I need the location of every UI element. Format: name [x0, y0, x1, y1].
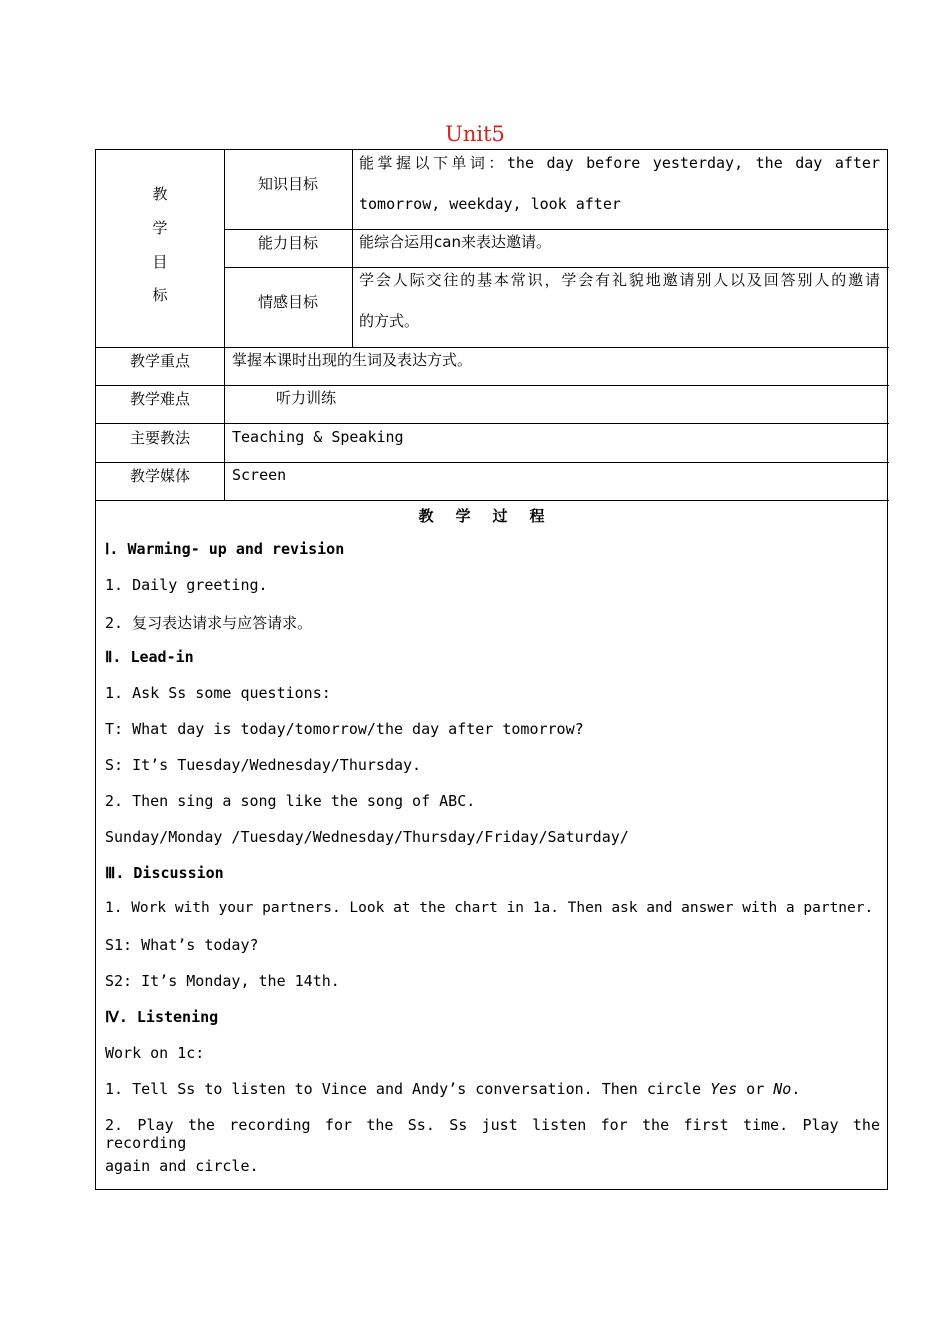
process-line: S1: What’s today?	[105, 936, 259, 954]
process-line: Sunday/Monday /Tuesday/Wednesday/Thursday/Friday/Saturday/	[105, 828, 629, 846]
info-label: 教学媒体	[129, 467, 190, 485]
objective-label-emotion: 情感目标	[257, 293, 318, 311]
info-label: 教学难点	[129, 390, 190, 408]
process-section-heading: Ⅱ. Lead-in	[105, 648, 194, 666]
divider	[96, 423, 889, 424]
process-line: S2: It’s Monday, the 14th.	[105, 972, 340, 990]
objectives-group-char: 教	[152, 185, 168, 203]
info-label: 教学重点	[129, 352, 190, 370]
info-value: Teaching & Speaking	[232, 428, 404, 446]
info-value: Screen	[232, 466, 287, 484]
process-line: again and circle.	[105, 1157, 259, 1175]
objective-text-emotion: 的方式。	[359, 312, 420, 330]
lesson-plan-table	[95, 149, 888, 1190]
objective-text-knowledge: tomorrow, weekday, look after	[359, 195, 621, 213]
info-label: 主要教法	[129, 429, 190, 447]
circle-text: 1. Tell Ss to listen to Vince and Andy’s conversation. Then circle	[105, 1080, 711, 1098]
divider	[224, 267, 889, 268]
process-line: 1. Ask Ss some questions:	[105, 684, 331, 702]
process-section-heading: Ⅰ. Warming- up and revision	[105, 540, 345, 558]
or-word: or	[737, 1080, 774, 1098]
info-value: 听力训练	[276, 389, 337, 407]
process-line: Work on 1c:	[105, 1044, 205, 1062]
process-line: S: It’s Tuesday/Wednesday/Thursday.	[105, 756, 422, 774]
period: .	[791, 1080, 801, 1098]
process-heading: 教学过程	[418, 507, 567, 525]
info-value: 掌握本课时出现的生词及表达方式。	[232, 351, 473, 369]
divider	[96, 500, 889, 501]
process-line: 2. 复习表达请求与应答请求。	[105, 614, 313, 632]
objective-text-knowledge: 能掌握以下单词：the day before yesterday, the day after	[359, 154, 880, 172]
process-line-circle	[105, 1080, 800, 1098]
process-line: T: What day is today/tomorrow/the day after tomorrow?	[105, 720, 584, 738]
process-section-heading: Ⅲ. Discussion	[105, 864, 224, 882]
divider	[224, 150, 225, 500]
objective-text-ability: 能综合运用can来表达邀请。	[359, 233, 551, 251]
divider	[96, 462, 889, 463]
divider	[96, 385, 889, 386]
process-line: 1. Daily greeting.	[105, 576, 268, 594]
objective-label-ability: 能力目标	[257, 234, 318, 252]
objectives-group-char: 标	[152, 286, 168, 304]
objective-text-emotion: 学会人际交往的基本常识，学会有礼貌地邀请别人以及回答别人的邀请	[359, 271, 880, 289]
divider	[224, 229, 889, 230]
process-line: 2. Play the recording for the Ss. Ss just listen for the first time. Play the recording	[105, 1116, 880, 1152]
process-section-heading: Ⅳ. Listening	[105, 1008, 219, 1026]
objectives-group-char: 目	[152, 253, 168, 271]
process-line: 1. Work with your partners. Look at the chart in 1a. Then ask and answer with a partner.	[105, 900, 874, 916]
divider	[352, 150, 353, 347]
objective-label-knowledge: 知识目标	[257, 175, 318, 193]
page-title: Unit5	[445, 122, 505, 146]
no-word: No	[773, 1080, 792, 1098]
process-line: 2. Then sing a song like the song of ABC.	[105, 792, 476, 810]
divider	[96, 347, 889, 348]
objectives-group-char: 学	[152, 219, 168, 237]
yes-word: Yes	[710, 1080, 738, 1098]
